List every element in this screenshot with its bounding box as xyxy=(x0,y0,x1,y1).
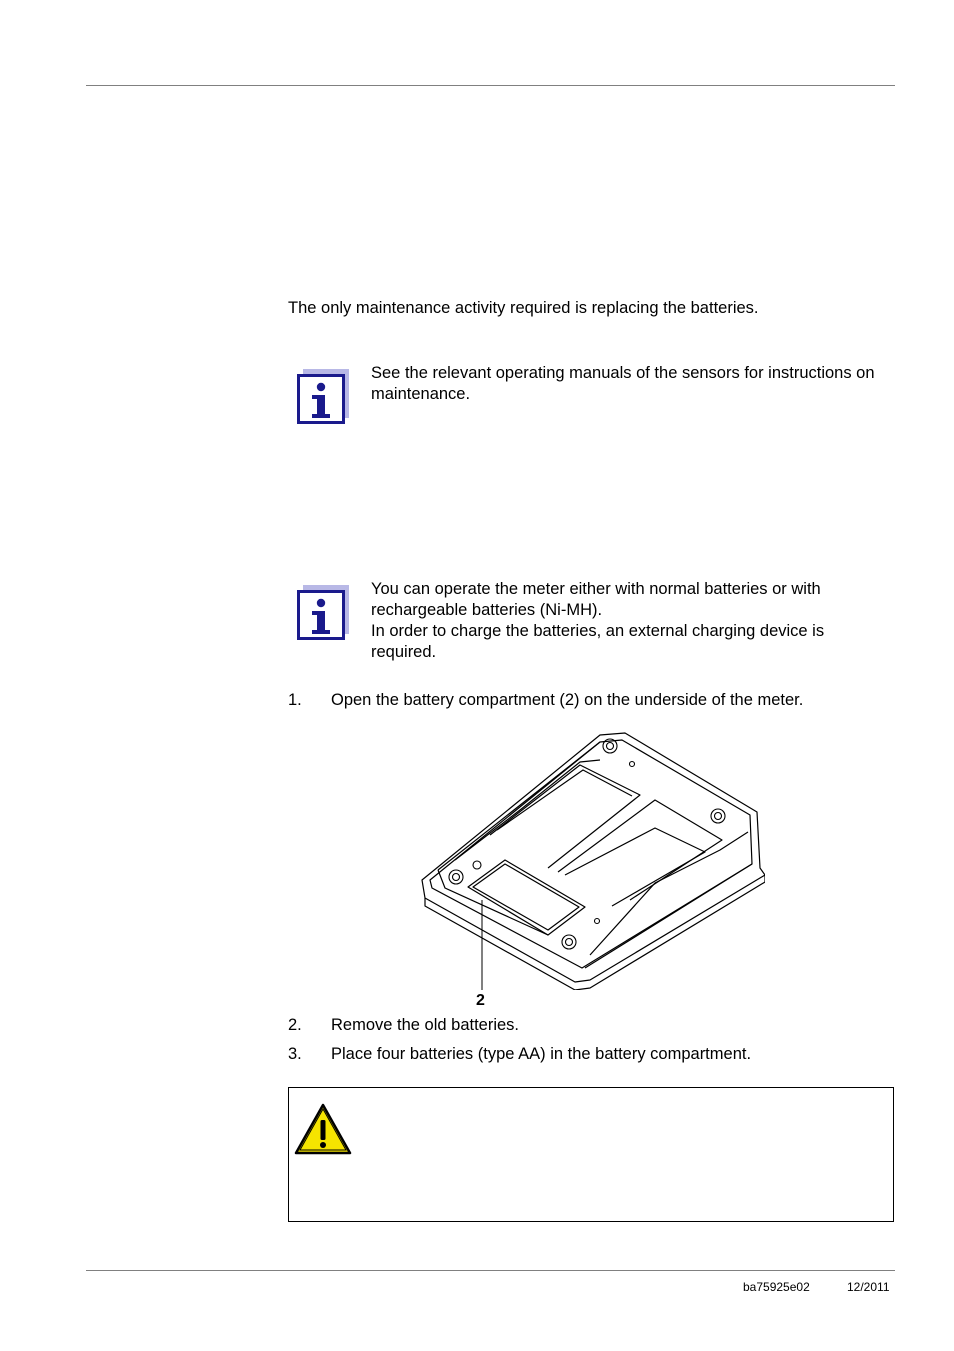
note2-line: You can operate the meter either with normal batteries or with xyxy=(371,580,821,598)
note2-line: required. xyxy=(371,643,437,661)
step-number: 3. xyxy=(288,1045,302,1063)
footer-rule xyxy=(86,1270,895,1271)
warning-triangle-icon xyxy=(294,1103,352,1155)
step-number: 1. xyxy=(288,691,302,709)
step-text: Open the battery compartment (2) on the underside of the meter. xyxy=(331,691,804,709)
info-icon xyxy=(297,585,349,640)
header-rule xyxy=(86,85,895,86)
step-text: Remove the old batteries. xyxy=(331,1016,520,1034)
meter-underside-figure xyxy=(415,728,765,990)
note1-text: See the relevant operating manuals of the sensors for instructions on maintenance. xyxy=(371,364,875,403)
figure-callout-2: 2 xyxy=(476,992,485,1009)
note2-line: In order to charge the batteries, an external charging device is xyxy=(371,622,825,640)
intro-text: The only maintenance activity required is replacing the batteries. xyxy=(288,299,759,317)
step-text: Place four batteries (type AA) in the battery compartment. xyxy=(331,1045,752,1063)
note2-line: rechargeable batteries (Ni-MH). xyxy=(371,601,603,619)
warning-box xyxy=(288,1087,894,1222)
info-icon xyxy=(297,369,349,424)
footer-doc-id: ba75925e02 xyxy=(743,1280,810,1294)
footer-date: 12/2011 xyxy=(847,1280,890,1294)
step-number: 2. xyxy=(288,1016,302,1034)
